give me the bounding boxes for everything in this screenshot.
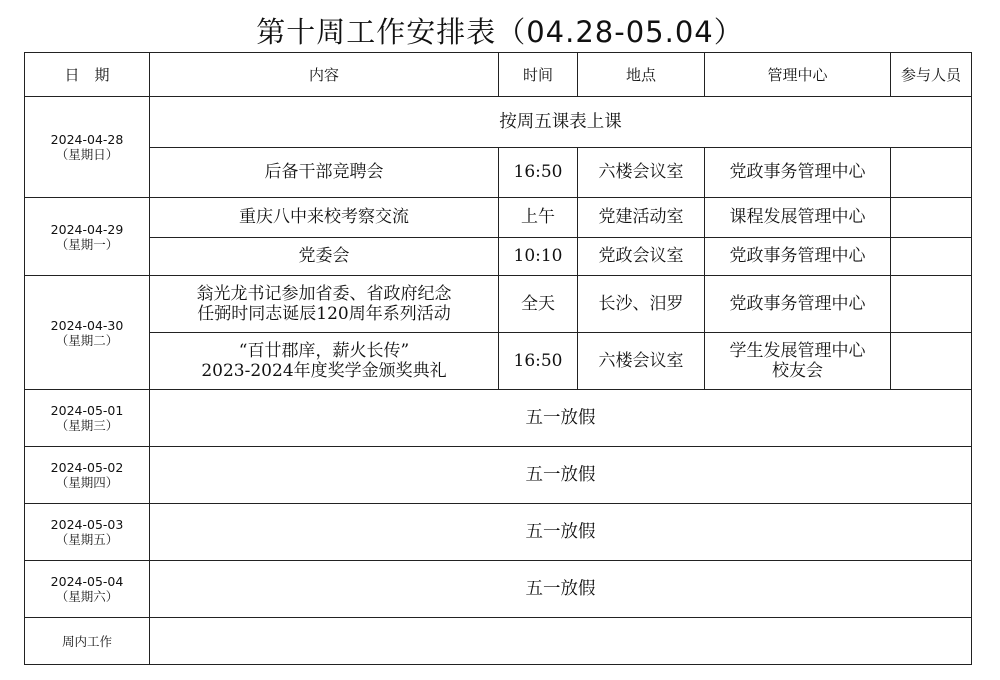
- weekday-value: （星期三）: [55, 418, 119, 433]
- event-center: 党政事务管理中心: [705, 276, 891, 333]
- date-cell: [25, 447, 150, 504]
- schedule-table: [24, 52, 972, 665]
- event-center: 课程发展管理中心: [705, 198, 891, 238]
- event-content-line: 翁光龙书记参加省委、省政府纪念: [196, 283, 452, 304]
- day-note: 按周五课表上课: [150, 97, 972, 148]
- date-cell: [25, 504, 150, 561]
- date-value: 2024-05-01: [50, 403, 124, 418]
- table-row: [25, 148, 972, 198]
- holiday-note: 五一放假: [150, 561, 972, 618]
- table-row: [25, 238, 972, 276]
- date-cell: [25, 97, 150, 198]
- header-center: 管理中心: [705, 53, 891, 97]
- table-row: [25, 198, 972, 238]
- table-row: [25, 333, 972, 390]
- weekday-value: （星期六）: [55, 589, 119, 604]
- date-cell: [25, 390, 150, 447]
- table-row: [25, 504, 972, 561]
- event-time: 上午: [499, 198, 578, 238]
- event-participants: [891, 333, 972, 390]
- holiday-note: 五一放假: [150, 390, 972, 447]
- header-time: 时间: [499, 53, 578, 97]
- header-row: [25, 53, 972, 97]
- table-row: [25, 276, 972, 333]
- date-value: 2024-04-28: [50, 132, 124, 147]
- date-value: 2024-05-02: [50, 460, 124, 475]
- event-time: 16:50: [499, 333, 578, 390]
- event-center: 党政事务管理中心: [705, 148, 891, 198]
- date-cell: [25, 276, 150, 390]
- page-title: 第十周工作安排表（04.28-05.04）: [256, 15, 744, 49]
- event-place: 六楼会议室: [578, 333, 705, 390]
- weekday-value: （星期四）: [55, 475, 119, 490]
- date-value: 2024-04-30: [50, 317, 124, 333]
- event-content-line: 任弼时同志诞辰120周年系列活动: [197, 304, 451, 324]
- weekday-value: （星期一）: [55, 236, 119, 252]
- event-participants: [891, 148, 972, 198]
- table-row: [25, 390, 972, 447]
- event-center: [705, 333, 891, 390]
- event-content-line: “百廿郡庠，薪火长传”: [238, 340, 410, 361]
- event-content: 后备干部竞聘会: [150, 148, 499, 198]
- event-center: 党政事务管理中心: [705, 238, 891, 276]
- footer-label: 周内工作: [25, 618, 150, 665]
- event-content: 重庆八中来校考察交流: [150, 198, 499, 238]
- holiday-note: 五一放假: [150, 504, 972, 561]
- table-row: [25, 447, 972, 504]
- event-time: 全天: [499, 276, 578, 333]
- table-row: [25, 561, 972, 618]
- footer-value: [150, 618, 972, 665]
- event-place: 党建活动室: [578, 198, 705, 238]
- date-value: 2024-04-29: [50, 221, 124, 237]
- event-content-line: 2023-2024年度奖学金颁奖典礼: [201, 361, 447, 381]
- event-center-line: 校友会: [772, 361, 823, 381]
- holiday-note: 五一放假: [150, 447, 972, 504]
- event-place: 六楼会议室: [578, 148, 705, 198]
- event-content: [150, 276, 499, 333]
- header-participants: 参与人员: [891, 53, 972, 97]
- table-row: [25, 97, 972, 148]
- weekday-value: （星期二）: [55, 332, 119, 348]
- event-participants: [891, 276, 972, 333]
- date-cell: [25, 561, 150, 618]
- event-content: 党委会: [150, 238, 499, 276]
- weekday-value: （星期日）: [55, 147, 119, 162]
- event-place: 长沙、汨罗: [578, 276, 705, 333]
- header-place: 地点: [578, 53, 705, 97]
- event-participants: [891, 198, 972, 238]
- weekday-value: （星期五）: [55, 532, 119, 547]
- header-date: 日 期: [25, 53, 150, 97]
- date-value: 2024-05-04: [50, 574, 124, 589]
- date-cell: [25, 198, 150, 276]
- event-place: 党政会议室: [578, 238, 705, 276]
- date-value: 2024-05-03: [50, 517, 124, 532]
- header-content: 内容: [150, 53, 499, 97]
- event-participants: [891, 238, 972, 276]
- event-center-line: 学生发展管理中心: [729, 340, 866, 361]
- event-content: [150, 333, 499, 390]
- footer-row: [25, 618, 972, 665]
- event-time: 10:10: [499, 238, 578, 276]
- event-time: 16:50: [499, 148, 578, 198]
